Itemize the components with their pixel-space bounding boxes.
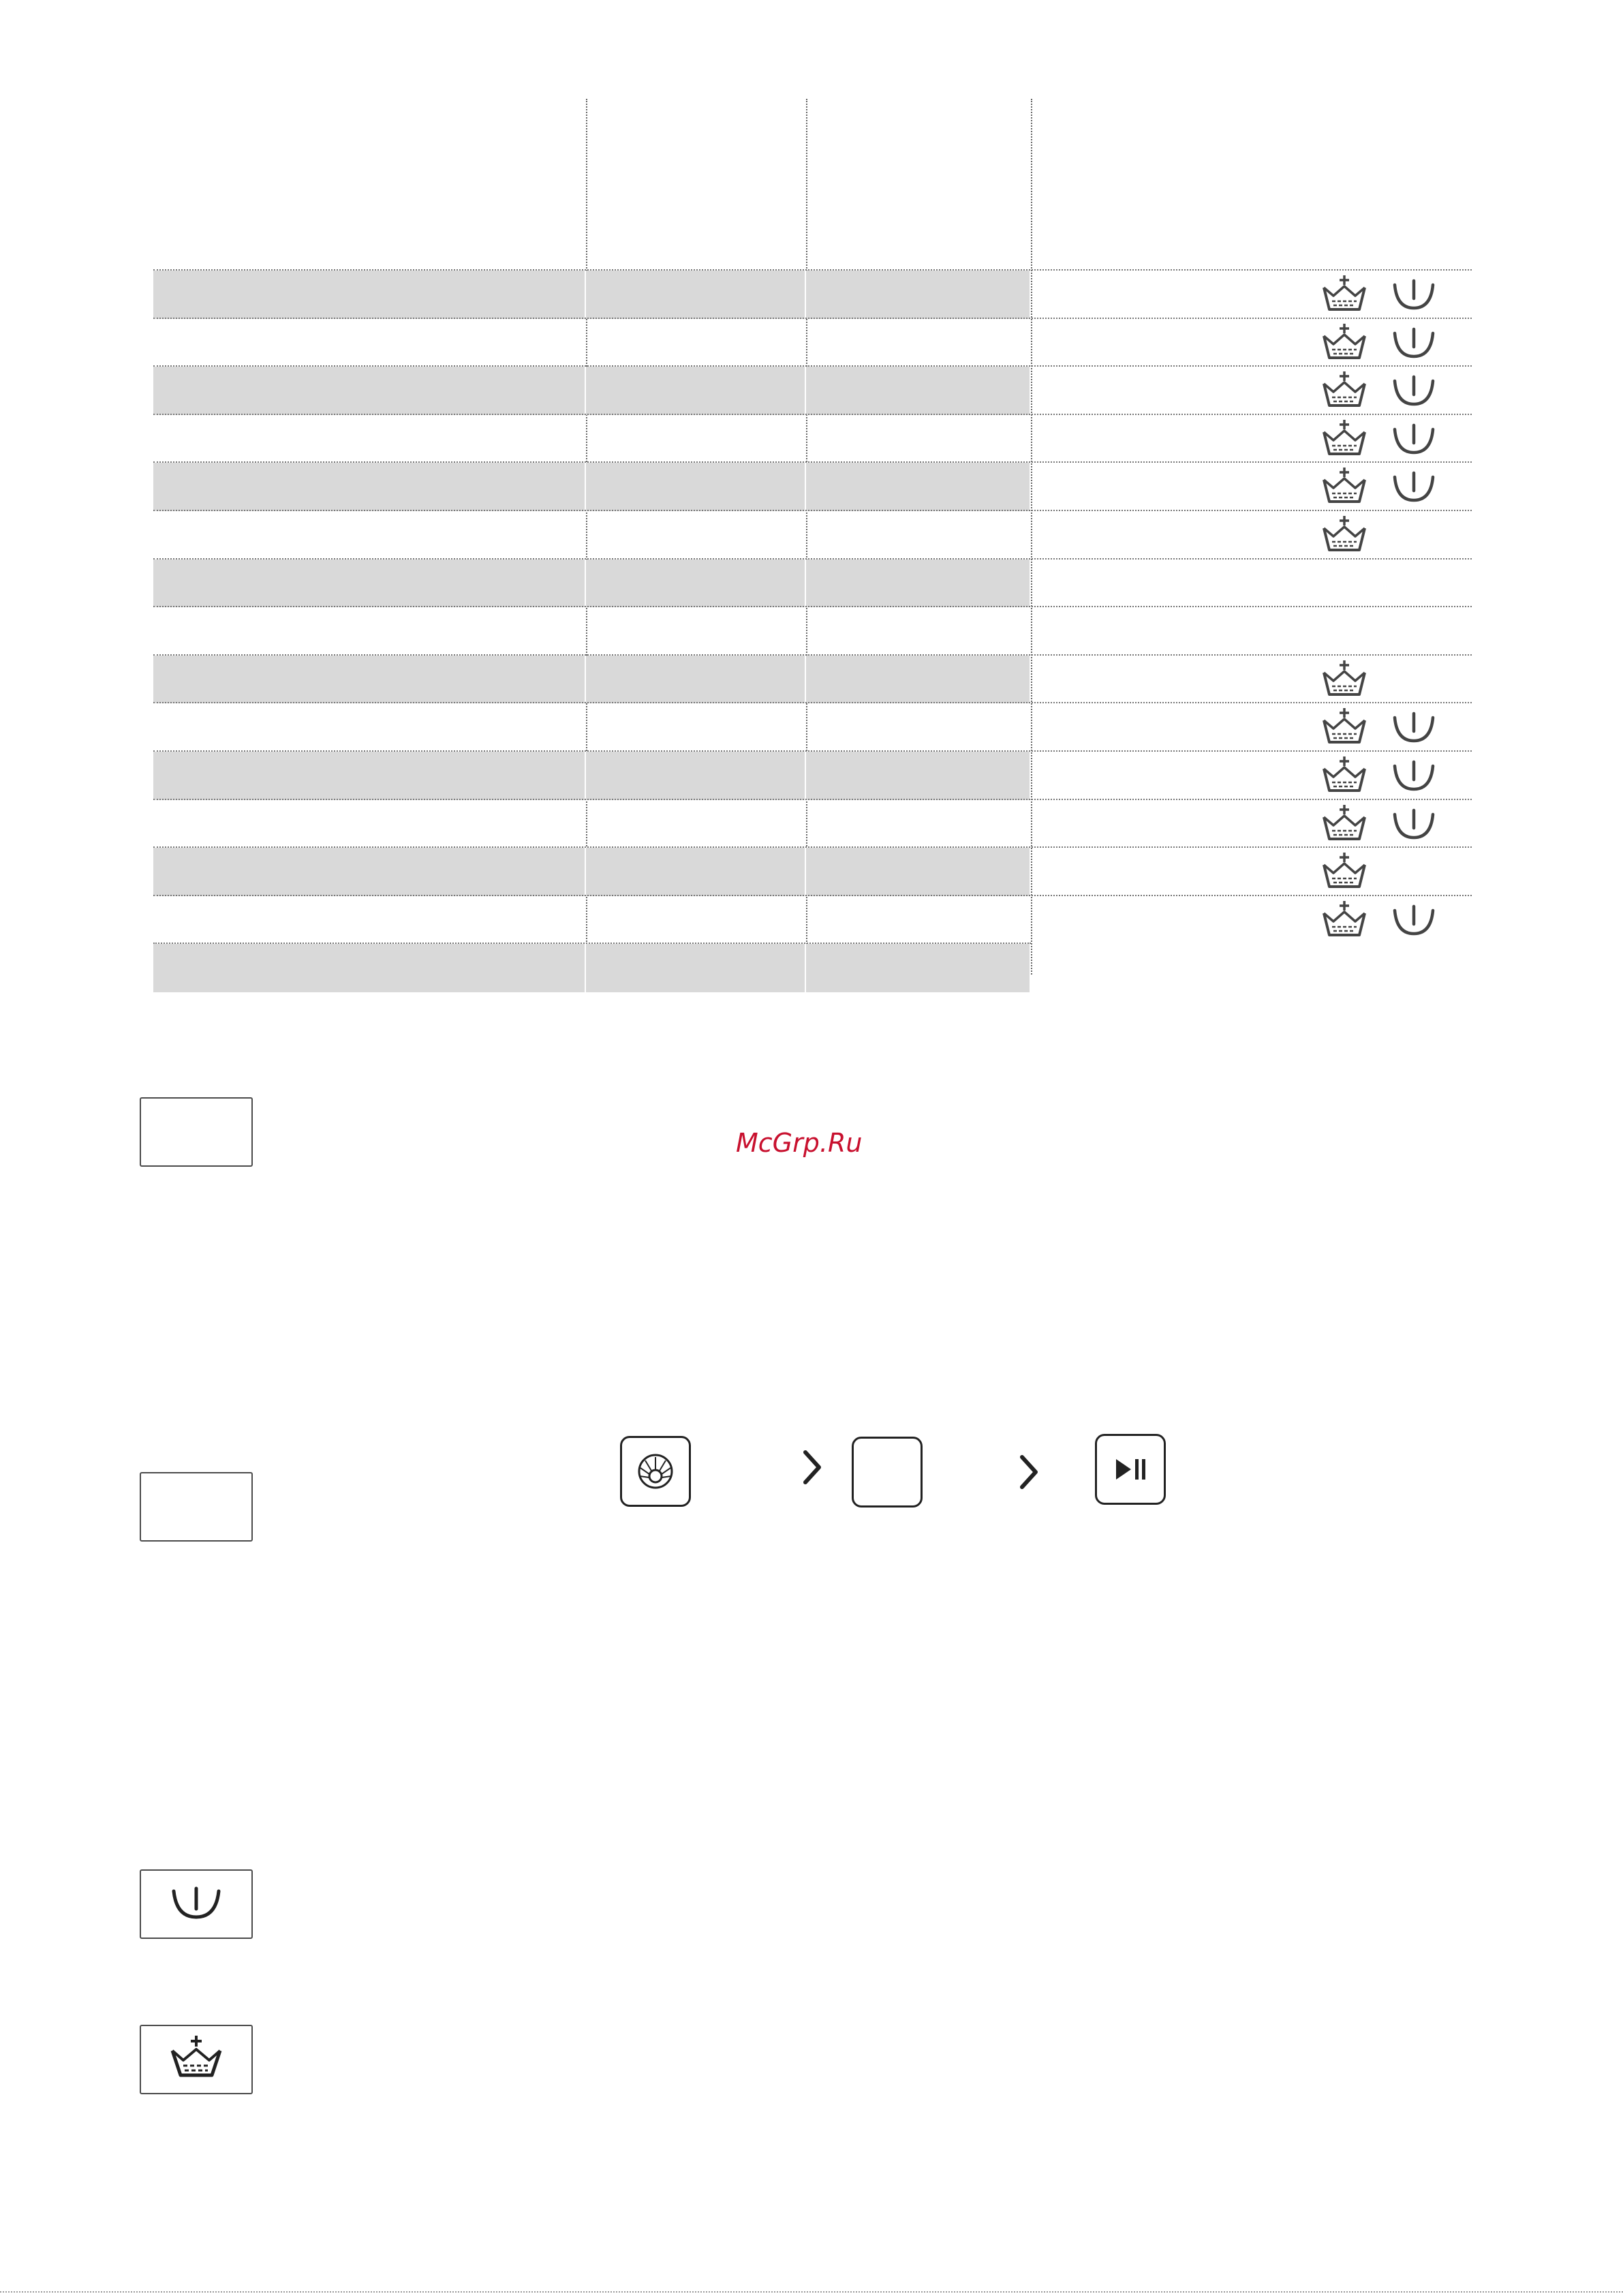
table-cell bbox=[153, 367, 585, 415]
table-row bbox=[153, 702, 1472, 752]
spin-icon bbox=[1388, 322, 1440, 364]
table-cell bbox=[586, 848, 805, 896]
table-cell bbox=[586, 463, 805, 511]
table-cell bbox=[153, 944, 585, 992]
table-row bbox=[153, 654, 1472, 704]
table-cell bbox=[806, 656, 1030, 704]
extra-rinse-icon bbox=[1318, 418, 1370, 460]
table-row bbox=[153, 510, 1472, 560]
options-table bbox=[153, 99, 1472, 975]
table-row bbox=[153, 318, 1472, 367]
table-cell bbox=[586, 271, 805, 319]
table-cell bbox=[153, 848, 585, 896]
table-cell bbox=[806, 752, 1030, 800]
table-row bbox=[153, 558, 1472, 608]
spin-icon bbox=[1388, 754, 1440, 797]
table-cell bbox=[806, 848, 1030, 896]
blank-key-box bbox=[140, 1097, 253, 1167]
table-row bbox=[153, 365, 1472, 415]
start-pause-button[interactable] bbox=[1095, 1434, 1166, 1505]
table-cell bbox=[806, 271, 1030, 319]
extra-rinse-icon bbox=[1318, 803, 1370, 845]
table-cell bbox=[806, 367, 1030, 415]
spin-icon bbox=[1388, 273, 1440, 316]
extra-rinse-icon bbox=[1318, 369, 1370, 412]
extra-rinse-icon bbox=[1318, 899, 1370, 941]
table-row bbox=[153, 943, 1031, 992]
chevron-right-icon bbox=[799, 1448, 826, 1486]
table-cell bbox=[586, 656, 805, 704]
spin-key-box bbox=[140, 1869, 253, 1939]
table-cell bbox=[153, 752, 585, 800]
table-row bbox=[153, 414, 1472, 463]
table-cell bbox=[153, 463, 585, 511]
spin-icon bbox=[1388, 706, 1440, 748]
program-dial-icon bbox=[622, 1438, 689, 1505]
table-cell bbox=[806, 560, 1030, 608]
table-row bbox=[153, 269, 1472, 319]
spin-icon bbox=[141, 1871, 251, 1938]
watermark: McGrp.Ru bbox=[736, 1128, 863, 1158]
blank-button[interactable] bbox=[852, 1437, 923, 1507]
table-cell bbox=[806, 944, 1030, 992]
table-row bbox=[153, 799, 1472, 848]
extra-rinse-icon bbox=[1318, 273, 1370, 316]
extra-rinse-icon bbox=[1318, 658, 1370, 701]
table-cell bbox=[153, 560, 585, 608]
play-pause-icon bbox=[1097, 1436, 1164, 1503]
table-cell bbox=[586, 560, 805, 608]
extra-rinse-icon bbox=[1318, 706, 1370, 748]
blank-key-box bbox=[140, 1472, 253, 1542]
spin-icon bbox=[1388, 803, 1440, 845]
table-row bbox=[153, 750, 1472, 800]
table-cell bbox=[586, 944, 805, 992]
footer-rule bbox=[0, 2291, 1623, 2293]
chevron-right-icon bbox=[1015, 1453, 1042, 1491]
dial-button[interactable] bbox=[620, 1436, 691, 1507]
extra-rinse-icon bbox=[1318, 465, 1370, 508]
extra-rinse-icon bbox=[1318, 851, 1370, 893]
table-row bbox=[153, 846, 1472, 896]
spin-icon bbox=[1388, 418, 1440, 460]
table-row bbox=[153, 461, 1472, 511]
spin-icon bbox=[1388, 369, 1440, 412]
table-cell bbox=[153, 656, 585, 704]
extra-rinse-key-box bbox=[140, 2025, 253, 2094]
table-row bbox=[153, 895, 1472, 945]
extra-rinse-icon bbox=[1318, 514, 1370, 556]
table-cell bbox=[806, 463, 1030, 511]
extra-rinse-icon bbox=[141, 2026, 251, 2093]
extra-rinse-icon bbox=[1318, 322, 1370, 364]
table-cell bbox=[153, 271, 585, 319]
spin-icon bbox=[1388, 899, 1440, 941]
table-cell bbox=[586, 367, 805, 415]
table-cell bbox=[586, 752, 805, 800]
extra-rinse-icon bbox=[1318, 754, 1370, 797]
spin-icon bbox=[1388, 465, 1440, 508]
table-row bbox=[153, 606, 1472, 656]
